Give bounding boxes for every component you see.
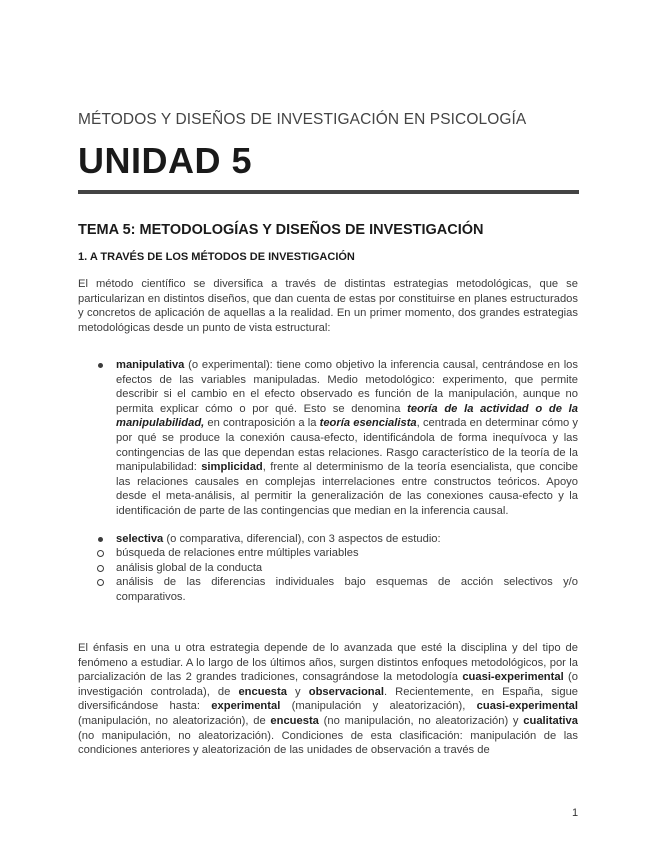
text-span: (manipulación y aleatorización), [280,700,477,713]
text-span: , frente al determinismo de la teoría esencialista, que concibe las relaciones causales en complejas interrelaciones entre constructos teóricos. Apoyo desde el meta-análisis, al permitir la generalización de las conexiones causa-efecto y la identificación de parte de las contingencias que median en la inferencia causal. [116,461,578,517]
term-experimental: experimental [211,700,281,713]
term-simplicidad: simplicidad [201,461,263,474]
circle-bullet-icon [97,565,104,572]
unit-title: UNIDAD 5 [78,140,253,181]
circle-bullet-icon [97,550,104,557]
title-divider [78,190,579,194]
term-observacional: observacional [308,685,384,698]
term-manipulativa: manipulativa [116,359,185,371]
list-item-selectiva [78,532,578,605]
sub-list-item [78,575,578,604]
term-essentialist-theory: teoría esencialista [319,417,417,430]
text-span: , centrada en determinar cómo y por qué se produce la conexión causa-efecto, identificándola de forma inequívoca y las contingencias de las que dependan estas relaciones. Rasgo característico de la teoría de la manipulabilidad: [116,417,578,474]
text-span: (o investigación controlada), de [78,671,578,698]
bullet-icon [98,363,103,368]
term-cuasi-experimental-2: cuasi-experimental [476,700,578,713]
text-span: (o comparativa, diferencial), con 3 aspectos de estudio: [163,532,441,545]
term-manipulability-theory: teoría de la actividad o de la manipulabilidad, [116,402,578,430]
text-span: El énfasis en una u otra estrategia depende de lo avanzada que esté la disciplina y del tipo de fenómeno a estudiar. A lo largo de los últimos años, surgen distintos enfoques metodológicos, por la parcialización de las 2 grandes tradiciones, consagrándose la metodología [78,642,578,684]
term-encuesta-2: encuesta [270,714,319,727]
circle-bullet-icon [97,579,104,586]
term-cualitativa: cualitativa [523,714,578,727]
text-span: en contraposición a la [204,417,320,430]
term-encuesta: encuesta [238,685,287,698]
sub-item-text: análisis de las diferencias individuales bajo esquemas de acción selectivos y/o comparativos. [116,576,578,603]
intro-paragraph: El método científico se diversifica a través de distintas estrategias metodológicas, que se particularizan en distintos diseños, que dan cuenta de estas por constituirse en planes estructurados y concretos de aplicación de aquellas a la realidad. En un primer momento, dos grandes estrategias metodológicas desde un punto de vista estructural: [78,278,578,334]
term-selectiva: selectiva [116,532,164,545]
sub-item-text: análisis global de la conducta [116,561,263,574]
text-span: (no manipulación, no aleatorización) y [318,714,524,727]
subject-title: MÉTODOS Y DISEÑOS DE INVESTIGACIÓN EN PSICOLOGÍA [78,111,527,128]
topic-heading: TEMA 5: METODOLOGÍAS Y DISEÑOS DE INVESTIGACIÓN [78,222,484,238]
list-item-manipulativa [78,358,578,519]
page-number: 1 [572,807,579,819]
text-span: (no manipulación, no aleatorización). Condiciones de esta clasificación: manipulación de las condiciones anteriores y aleatorización de las unidades de observación a través de [78,729,578,757]
sub-list-item [78,546,578,561]
strategy-list [78,358,578,605]
text-span: (o experimental): tiene como objetivo la inferencia causal, centrándose en los efectos de las variables manipuladas. Medio metodológico: experimento, que permite describir si el cambio en el efecto observado es función de la manipulación, aunque no permita explicar cómo o por qué. Esto se denomina [116,359,578,415]
text-span: (manipulación, no aleatorización), de [78,714,271,727]
section-heading: 1. A TRAVÉS DE LOS MÉTODOS DE INVESTIGACIÓN [78,251,355,263]
bullet-icon [98,537,103,542]
text-span: y [286,685,309,698]
sub-list [78,546,578,604]
text-span: . Recientemente, en España, sigue diversificándose hasta: [78,685,579,713]
sub-item-text: búsqueda de relaciones entre múltiples variables [116,547,359,560]
sub-list-item [78,561,578,576]
closing-paragraph [78,641,578,758]
term-cuasi-experimental: cuasi-experimental [462,671,564,684]
